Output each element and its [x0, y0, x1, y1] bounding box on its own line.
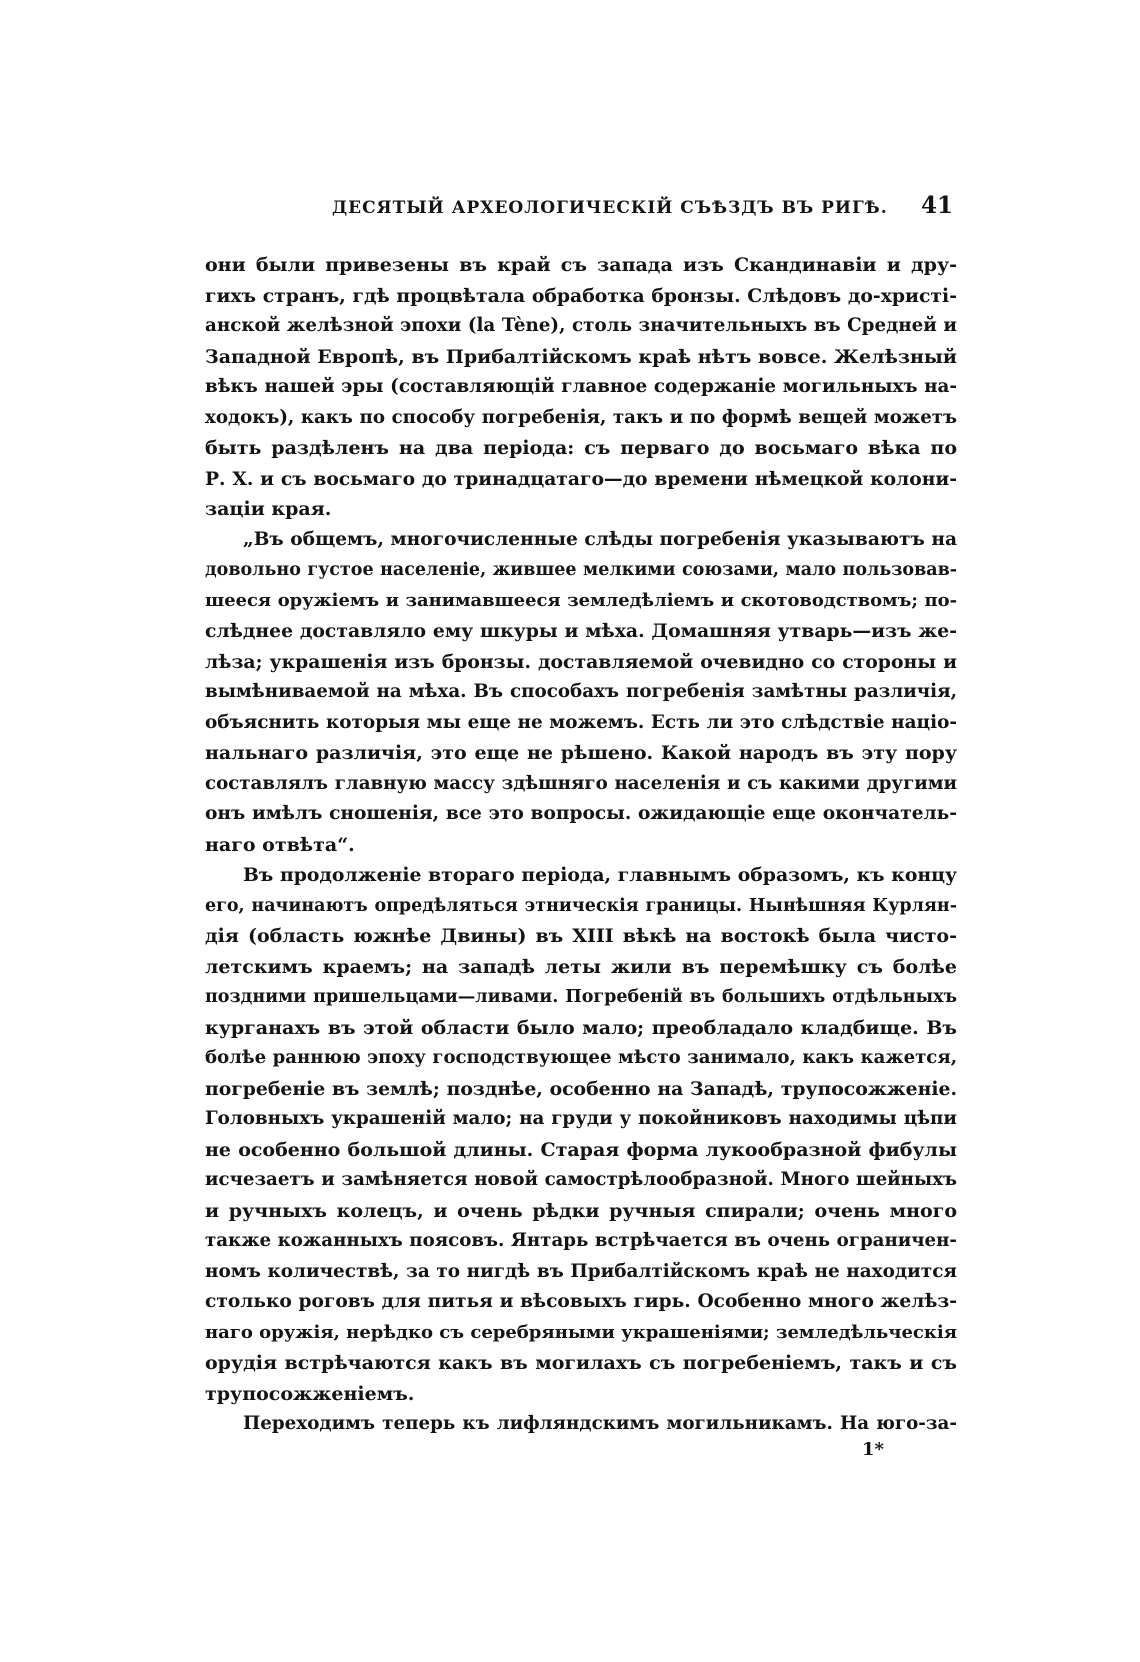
paragraph-start-line: Въ продолженіе втораго періода, главнымъ образомъ, къ концу: [243, 864, 957, 886]
paragraph-start-line: „Въ общемъ, многочисленные слѣды погребенія указываютъ на: [243, 528, 957, 550]
page-header: [205, 192, 957, 226]
paragraph-start-line: Переходимъ теперь къ лифляндскимъ могильникамъ. На юго-за-: [243, 1413, 957, 1434]
text-line: вѣкъ нашей эры (составляющій главное содержаніе могильныхъ на-: [205, 376, 957, 397]
text-line: Западной Европѣ, въ Прибалтійскомъ краѣ нѣтъ вовсе. Желѣзный: [205, 345, 957, 368]
page-number: 41: [920, 192, 953, 219]
text-line: номъ количествѣ, за то нигдѣ въ Прибалтійскомъ краѣ не находится: [205, 1260, 957, 1282]
text-line: столько роговъ для питья и вѣсовыхъ гирь. Особенно много желѣз-: [205, 1291, 957, 1312]
text-line: курганахъ въ этой области было мало; преобладало кладбище. Въ: [205, 1016, 957, 1039]
text-line: они были привезены въ край съ запада изъ Скандинавіи и дру-: [205, 254, 957, 276]
text-line: летскимъ краемъ; на западѣ леты жили въ перемѣшку съ болѣе: [205, 955, 957, 978]
text-line: вымѣниваемой на мѣха. Въ способахъ погребенія замѣтны различія,: [205, 681, 957, 702]
text-line: наго оружія, нерѣдко съ серебряными украшеніями; земледѣльческія: [205, 1321, 957, 1343]
text-line: Р. Х. и съ восьмаго до тринадцатаго—до времени нѣмецкой колони-: [205, 467, 957, 490]
text-line: наго отвѣта“.: [205, 833, 355, 856]
text-line: орудія встрѣчаются какъ въ могилахъ съ погребеніемъ, такъ и съ: [205, 1352, 957, 1374]
text-line: быть раздѣленъ на два періода: съ перваго до восьмаго вѣка по: [205, 437, 957, 459]
text-line: заціи края.: [205, 498, 332, 520]
text-line: слѣднее доставляло ему шкуры и мѣха. Домашняя утварь—изъ же-: [205, 620, 957, 642]
text-line: болѣе раннюю эпоху господствующее мѣсто занимало, какъ кажется,: [205, 1047, 957, 1068]
text-line: довольно густое населеніе, жившее мелкими союзами, мало пользовав-: [205, 560, 957, 580]
text-line: не особенно большой длины. Старая форма лукообразной фибулы: [205, 1138, 957, 1161]
text-line: и ручныхъ колецъ, и очень рѣдки ручныя спирали; очень много: [205, 1199, 957, 1222]
text-line: дія (область южнѣе Двины) въ XIII вѣкѣ на востокѣ была чисто-: [205, 925, 957, 947]
text-line: трупосожженіемъ.: [205, 1382, 415, 1405]
text-line: ходокъ), какъ по способу погребенія, такъ и по формѣ вещей можетъ: [205, 406, 957, 428]
running-title: ДЕСЯТЫЙ АРХЕОЛОГИЧЕСКІЙ СЪѢЗДЪ ВЪ РИГѢ.: [332, 198, 888, 218]
text-line: анской желѣзной эпохи (la Tène), столь значительныхъ въ Средней и: [205, 315, 957, 336]
text-line: поздними пришельцами—ливами. Погребеній въ большихъ отдѣльныхъ: [205, 987, 957, 1007]
text-line: составлялъ главную массу здѣшняго населенія и съ какими другими: [205, 772, 957, 794]
text-line: также кожанныхъ поясовъ. Янтарь встрѣчается въ очень ограничен-: [205, 1230, 957, 1251]
text-line: нальнаго различія, это еще не рѣшено. Какой народъ въ эту пору: [205, 742, 957, 764]
text-line: исчезаетъ и замѣняется новой самострѣлообразной. Много шейныхъ: [205, 1169, 957, 1190]
text-line: гихъ странъ, гдѣ процвѣтала обработка бронзы. Слѣдовъ до-христі-: [205, 284, 957, 307]
printer-signature-mark: 1*: [862, 1439, 884, 1460]
text-line: объяснить которыя мы еще не можемъ. Есть ли это слѣдствіе націо-: [205, 711, 957, 733]
text-line: лѣза; украшенія изъ бронзы. доставляемой очевидно со стороны и: [205, 650, 957, 673]
text-line: Головныхъ украшеній мало; на груди у покойниковъ находимы цѣпи: [205, 1108, 957, 1129]
text-line: его, начинаютъ опредѣляться этническія границы. Нынѣшняя Курлян-: [205, 895, 957, 916]
text-line: онъ имѣлъ сношенія, все это вопросы. ожидающіе еще окончатель-: [205, 803, 957, 824]
text-line: шееся оружіемъ и занимавшееся земледѣліемъ и скотоводствомъ; по-: [205, 589, 957, 611]
body-text: [205, 250, 957, 1440]
text-line: погребеніе въ землѣ; позднѣе, особенно на Западѣ, трупосожженіе.: [205, 1077, 957, 1100]
